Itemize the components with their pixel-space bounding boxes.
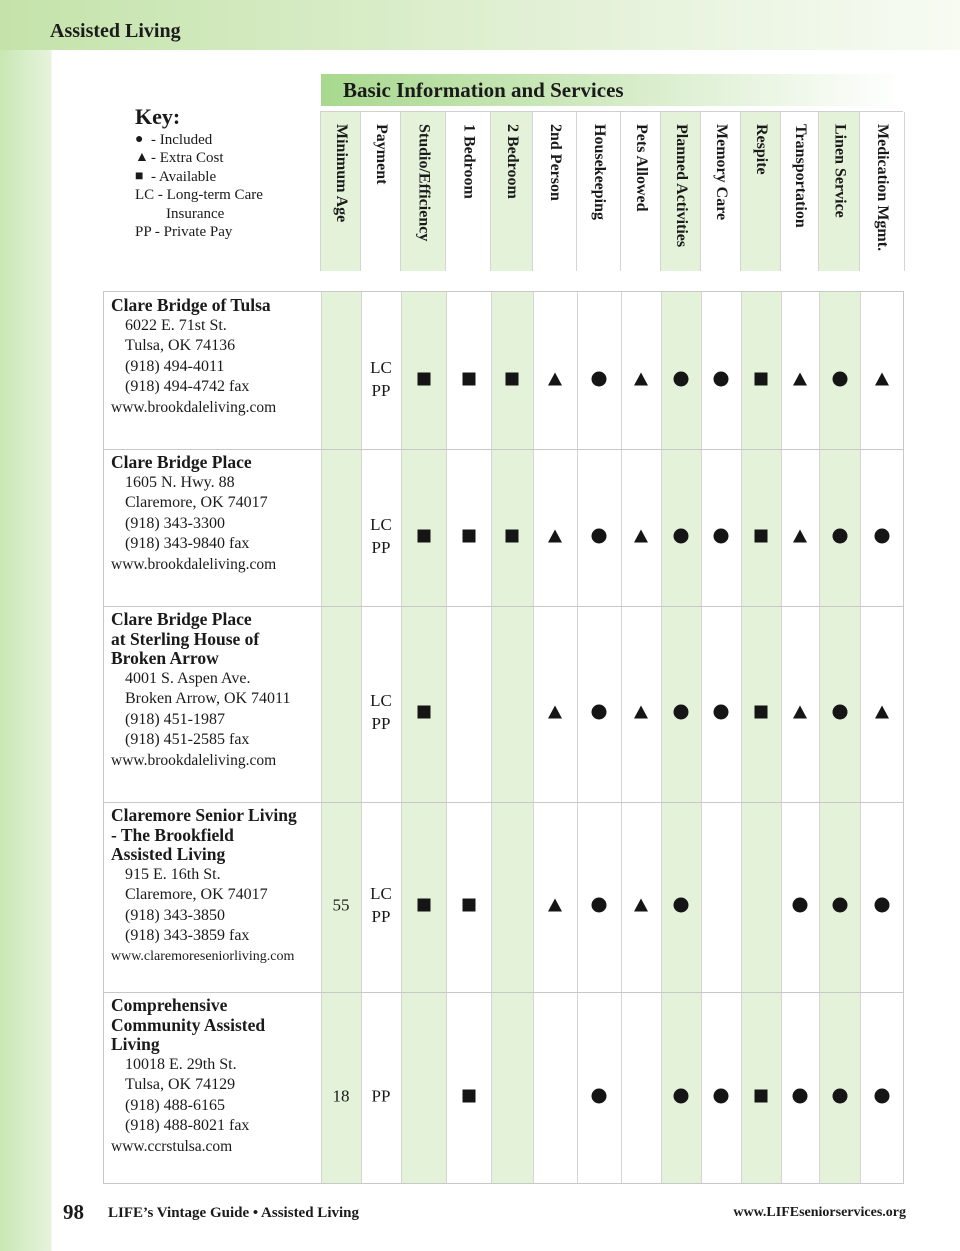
column-header bbox=[818, 112, 860, 271]
facility-address-line: (918) 451-1987 bbox=[125, 710, 225, 728]
facility-address-line: (918) 488-6165 bbox=[125, 1096, 225, 1114]
extra-cost-triangle-icon bbox=[793, 372, 807, 385]
included-circle-icon bbox=[592, 898, 607, 913]
facility-website[interactable]: www.brookdaleliving.com bbox=[111, 751, 277, 769]
payment-types bbox=[370, 882, 392, 928]
extra-cost-triangle-icon bbox=[548, 706, 562, 719]
table-row bbox=[104, 292, 903, 449]
column-header bbox=[859, 112, 905, 271]
facility-website[interactable]: www.brookdaleliving.com bbox=[111, 398, 277, 416]
legend-key bbox=[135, 104, 263, 242]
facility-name: Comprehensive bbox=[111, 995, 228, 1015]
facility-name: Clare Bridge Place bbox=[111, 452, 252, 472]
available-square-icon bbox=[506, 372, 519, 385]
extra-cost-triangle-icon bbox=[875, 372, 889, 385]
payment-types bbox=[370, 689, 392, 735]
table-row bbox=[104, 992, 903, 1183]
facility-address-line: (918) 343-3859 fax bbox=[125, 927, 250, 944]
facility-address-line: Claremore, OK 74017 bbox=[125, 886, 268, 903]
payment-types bbox=[370, 513, 392, 559]
circle-icon: ● bbox=[135, 131, 144, 147]
column-header-label: Planned Activities bbox=[673, 124, 690, 248]
extra-cost-triangle-icon bbox=[793, 706, 807, 719]
column-header-label: Linen Service bbox=[831, 124, 849, 218]
column-header bbox=[620, 112, 661, 271]
column-header bbox=[320, 112, 361, 271]
facility-name: - The Brookfield bbox=[111, 824, 234, 845]
facility-address-line: (918) 343-3850 bbox=[125, 906, 225, 924]
extra-cost-triangle-icon bbox=[634, 372, 648, 385]
included-circle-icon bbox=[592, 371, 607, 386]
payment-type: LC bbox=[370, 514, 392, 534]
facility-address-line: 10018 E. 29th St. bbox=[125, 1055, 237, 1073]
section-title: Assisted Living bbox=[50, 20, 181, 42]
payment-type: PP bbox=[371, 714, 391, 733]
column-header bbox=[532, 112, 577, 271]
available-square-icon bbox=[417, 706, 430, 719]
key-included: ● - Included bbox=[135, 131, 213, 148]
available-square-icon bbox=[462, 372, 475, 385]
column-header-label: Pets Allowed bbox=[633, 124, 650, 212]
column-header-label: Memory Care bbox=[713, 124, 730, 221]
key-lc-cont: Insurance bbox=[166, 205, 225, 222]
facility-address-line: Claremore, OK 74017 bbox=[125, 494, 268, 511]
table-row bbox=[104, 802, 903, 992]
facility-address-line: 915 E. 16th St. bbox=[125, 865, 221, 883]
payment-type: PP bbox=[371, 380, 391, 400]
payment-types bbox=[372, 1084, 391, 1107]
extra-cost-triangle-icon bbox=[548, 529, 562, 542]
facility-name: Claremore Senior Living bbox=[111, 805, 297, 825]
column-header bbox=[360, 112, 401, 271]
included-circle-icon bbox=[714, 1088, 729, 1103]
payment-type: PP bbox=[371, 907, 391, 926]
available-square-icon bbox=[755, 1089, 768, 1102]
payment-type: LC bbox=[370, 691, 392, 710]
facility-website[interactable]: www.ccrstulsa.com bbox=[111, 1137, 233, 1155]
included-circle-icon bbox=[674, 898, 689, 913]
facility-website[interactable]: www.claremoreseniorliving.com bbox=[111, 948, 295, 964]
facilities-table bbox=[103, 291, 904, 1184]
column-header bbox=[780, 112, 819, 271]
included-circle-icon bbox=[832, 371, 847, 386]
key-available: ■ - Available bbox=[135, 168, 217, 185]
key-title: Key: bbox=[135, 104, 181, 129]
facility-name: Broken Arrow bbox=[111, 648, 219, 668]
facility-address-line: (918) 494-4011 bbox=[125, 357, 225, 375]
extra-cost-triangle-icon bbox=[634, 706, 648, 719]
extra-cost-triangle-icon bbox=[634, 899, 648, 912]
column-header-label: Studio/Efficiency bbox=[415, 124, 433, 242]
available-square-icon bbox=[417, 372, 430, 385]
included-circle-icon bbox=[875, 1088, 890, 1103]
facility-address-line: Broken Arrow, OK 74011 bbox=[125, 690, 291, 707]
facility-info bbox=[111, 996, 321, 1157]
column-header-label: Minimum Age bbox=[333, 124, 350, 223]
column-header-label: 2nd Person bbox=[547, 124, 564, 201]
facility-info bbox=[111, 453, 321, 575]
column-header bbox=[700, 112, 741, 271]
column-header bbox=[660, 112, 701, 271]
column-headers bbox=[320, 111, 903, 271]
table-row bbox=[104, 606, 903, 802]
included-circle-icon bbox=[714, 371, 729, 386]
included-circle-icon bbox=[793, 898, 808, 913]
facility-info bbox=[111, 296, 321, 418]
column-header bbox=[740, 112, 781, 271]
column-header bbox=[490, 112, 533, 271]
extra-cost-triangle-icon bbox=[548, 372, 562, 385]
minimum-age: 18 bbox=[332, 1086, 350, 1105]
extra-cost-triangle-icon bbox=[793, 529, 807, 542]
payment-types bbox=[370, 356, 392, 402]
footer-title: LIFE’s Vintage Guide • Assisted Living bbox=[108, 1205, 359, 1221]
section-banner: Basic Information and Services bbox=[321, 74, 903, 106]
available-square-icon bbox=[462, 529, 475, 542]
included-circle-icon bbox=[714, 705, 729, 720]
facility-name: Community Assisted bbox=[111, 1014, 266, 1035]
facility-website[interactable]: www.brookdaleliving.com bbox=[111, 555, 277, 573]
included-circle-icon bbox=[793, 1088, 808, 1103]
key-lc: LC - Long-term Care bbox=[135, 187, 263, 203]
included-circle-icon bbox=[832, 528, 847, 543]
facility-address-line: (918) 488-8021 fax bbox=[125, 1117, 250, 1134]
included-circle-icon bbox=[832, 1088, 847, 1103]
included-circle-icon bbox=[875, 528, 890, 543]
page-number: 98 bbox=[63, 1200, 84, 1224]
included-circle-icon bbox=[714, 528, 729, 543]
column-header-label: 1 Bedroom bbox=[460, 124, 478, 199]
column-header-label: 2 Bedroom bbox=[504, 124, 521, 199]
included-circle-icon bbox=[592, 705, 607, 720]
available-square-icon bbox=[462, 899, 475, 912]
facility-name: Living bbox=[111, 1034, 160, 1054]
column-header-label: Medication Mgmt. bbox=[874, 124, 891, 252]
facility-name: Assisted Living bbox=[111, 844, 226, 864]
available-square-icon bbox=[417, 899, 430, 912]
available-square-icon bbox=[755, 372, 768, 385]
column-header-label: Transportation bbox=[792, 124, 809, 228]
payment-type: LC bbox=[370, 357, 392, 377]
key-extra-cost: ▲ - Extra Cost bbox=[135, 150, 224, 166]
payment-type: PP bbox=[371, 1086, 391, 1105]
facility-info bbox=[111, 610, 321, 771]
payment-type: PP bbox=[371, 537, 391, 557]
included-circle-icon bbox=[592, 528, 607, 543]
minimum-age: 55 bbox=[332, 895, 350, 915]
available-square-icon bbox=[755, 529, 768, 542]
included-circle-icon bbox=[674, 528, 689, 543]
facility-address-line: Tulsa, OK 74129 bbox=[125, 1076, 236, 1093]
table-row bbox=[104, 449, 903, 606]
facility-info bbox=[111, 806, 321, 967]
facility-name: at Sterling House of bbox=[111, 628, 260, 649]
included-circle-icon bbox=[832, 705, 847, 720]
facility-address-line: 1605 N. Hwy. 88 bbox=[125, 473, 235, 491]
footer-url: www.LIFEseniorservices.org bbox=[733, 1205, 906, 1220]
included-circle-icon bbox=[832, 898, 847, 913]
included-circle-icon bbox=[592, 1088, 607, 1103]
extra-cost-triangle-icon bbox=[875, 706, 889, 719]
available-square-icon bbox=[462, 1089, 475, 1102]
available-square-icon bbox=[506, 529, 519, 542]
column-header bbox=[400, 112, 446, 271]
facility-address-line: 4001 S. Aspen Ave. bbox=[125, 669, 251, 687]
column-header-label: Respite bbox=[753, 124, 770, 175]
available-square-icon bbox=[417, 529, 430, 542]
facility-address-line: Tulsa, OK 74136 bbox=[125, 337, 236, 354]
square-icon: ■ bbox=[135, 168, 144, 184]
column-header-label: Payment bbox=[373, 124, 390, 185]
facility-name: Clare Bridge Place bbox=[111, 609, 252, 629]
available-square-icon bbox=[755, 706, 768, 719]
column-header-label: Housekeeping bbox=[591, 124, 608, 221]
included-circle-icon bbox=[875, 898, 890, 913]
included-circle-icon bbox=[674, 705, 689, 720]
facility-address-line: (918) 494-4742 fax bbox=[125, 378, 250, 395]
included-circle-icon bbox=[674, 1088, 689, 1103]
column-header bbox=[445, 112, 491, 271]
facility-address-line: 6022 E. 71st St. bbox=[125, 316, 227, 334]
payment-type: LC bbox=[370, 884, 392, 903]
facility-address-line: (918) 343-9840 fax bbox=[125, 535, 250, 552]
facility-name: Clare Bridge of Tulsa bbox=[111, 295, 271, 315]
extra-cost-triangle-icon bbox=[634, 529, 648, 542]
facility-address-line: (918) 451-2585 fax bbox=[125, 731, 250, 748]
column-header bbox=[576, 112, 621, 271]
included-circle-icon bbox=[674, 371, 689, 386]
triangle-icon: ▲ bbox=[135, 150, 149, 165]
key-pp: PP - Private Pay bbox=[135, 224, 233, 240]
extra-cost-triangle-icon bbox=[548, 899, 562, 912]
facility-address-line: (918) 343-3300 bbox=[125, 514, 225, 532]
